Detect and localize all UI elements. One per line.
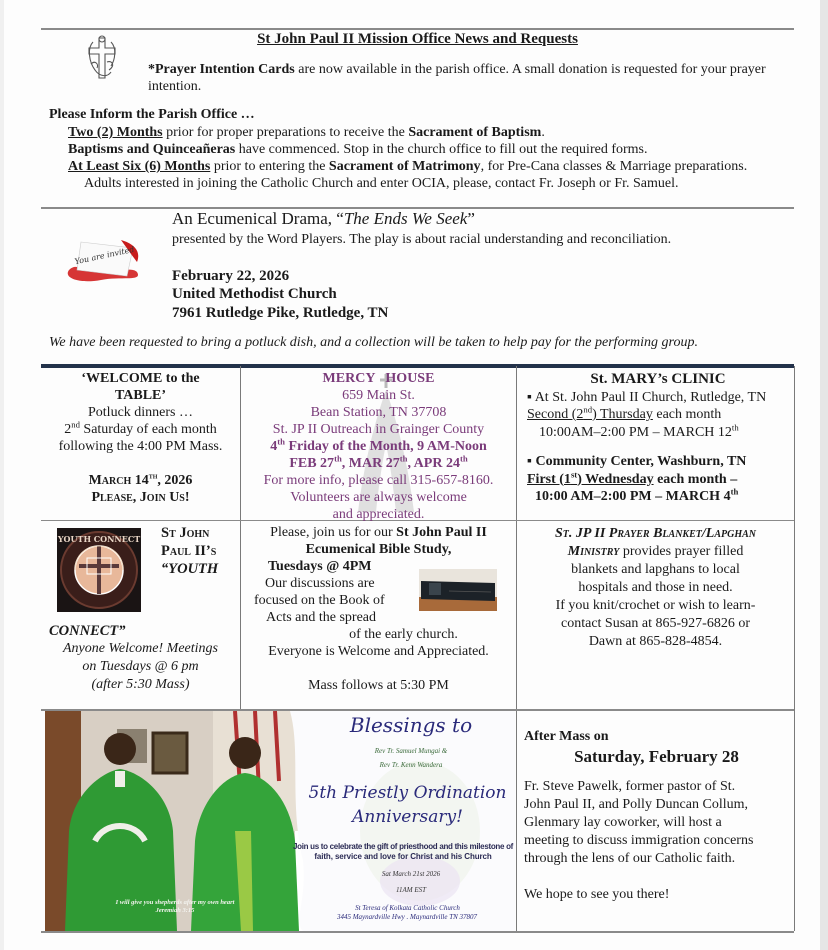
welcome-join: Please, Join Us!	[91, 490, 190, 505]
after-mass-cell	[524, 728, 789, 904]
welcome-title-1: ‘WELCOME to the	[81, 371, 200, 386]
baptism-text: prior for proper preparations to receive the	[162, 125, 409, 140]
welcome-date	[41, 472, 240, 489]
celebration-text-2: faith, service and love for Christ and his Church	[314, 852, 492, 861]
mercy-date	[348, 453, 414, 471]
ministry-text: provides prayer filled	[619, 544, 744, 559]
after-mass-body-1: Fr. Steve Pawelk, former pastor of St.	[524, 779, 736, 794]
st-marys-clinic-cell	[527, 371, 789, 506]
youth-connect-logo	[57, 528, 141, 612]
schedule-text: First (1	[527, 471, 571, 487]
ordinal: 2	[64, 422, 72, 437]
mission-office-title: St John Paul II Mission Office News and Requests	[257, 31, 578, 47]
two-months-label: Two (2) Months	[68, 125, 163, 140]
date-suffix: th	[730, 486, 739, 497]
after-mass-body-2: John Paul II, and Polly Duncan Collum,	[524, 797, 748, 812]
date-year: , 2026	[157, 473, 193, 488]
date-suffix: th	[459, 453, 468, 464]
date-text: March 14	[88, 473, 149, 488]
date-suffix: th	[148, 470, 158, 481]
punct: .	[541, 125, 545, 140]
ordinal-suffix: st	[570, 468, 578, 479]
after-mass-body-5: through the lens of our Catholic faith.	[524, 851, 736, 866]
bible-study-line-5: focused on the Book of	[254, 593, 385, 608]
drama-title-prefix: An Ecumenical Drama, “	[172, 209, 344, 228]
blessings-heading: Blessings to	[349, 713, 473, 737]
after-mass-body-3: Glenmary lay coworker, will host a	[524, 815, 722, 830]
date-text: FEB 27	[289, 456, 335, 471]
blanket-ministry-line-4: If you knit/crochet or wish to learn-	[555, 598, 756, 613]
ordinal-suffix: nd	[71, 419, 80, 430]
clinic-time-2	[527, 488, 789, 506]
quinceanera-label: Baptisms and Quinceañeras	[68, 142, 236, 157]
quinceanera-text: have commenced. Stop in the church office to fill out the required forms.	[235, 142, 648, 157]
invite-card-text: You are invited	[73, 244, 136, 267]
bible-study-mass-time: Mass follows at 5:30 PM	[308, 678, 449, 693]
priest-name-2: Rev Tr. Kenn Wandera	[379, 761, 443, 769]
bible-study-line-7: of the early church.	[349, 627, 458, 642]
youth-heading-4: CONNECT”	[49, 623, 126, 639]
mercy-house-dates	[241, 455, 516, 472]
celebration-text-1: Join us to celebrate the gift of priesthood and this milestone of	[292, 842, 514, 851]
grid-bottom-rule	[41, 931, 794, 933]
drama-title	[172, 209, 475, 229]
divider	[41, 28, 794, 30]
blanket-ministry-line-2: blankets and lapghans to local	[571, 562, 740, 577]
bible-study-line-6: Acts and the spread	[266, 610, 377, 625]
ordinal: 4	[270, 439, 278, 454]
clinic-time-1	[527, 421, 789, 442]
drama-date: February 22, 2026	[172, 268, 290, 284]
youth-line-2: on Tuesdays @ 6 pm	[82, 659, 199, 674]
ordination-address: 3445 Maynardville Hwy . Maynardville TN 37807	[336, 913, 478, 921]
date-suffix: th	[731, 421, 739, 432]
bible-study-time: Tuesdays @ 4PM	[268, 559, 372, 574]
youth-line-3: (after 5:30 Mass)	[91, 677, 190, 692]
welcome-schedule	[41, 421, 240, 438]
ordination-church: St Teresa of Kolkata Catholic Church	[355, 904, 460, 912]
ordination-headline: 5th Priestly Ordination	[308, 783, 507, 803]
clinic-location-1: ▪ At St. John Paul II Church, Rutledge, TN	[527, 389, 767, 405]
ordination-time: 11AM EST	[395, 886, 426, 894]
date-sep: ,	[407, 456, 414, 471]
baptism-sacrament: Sacrament of Baptism	[408, 125, 542, 140]
prayer-cards-label: *Prayer Intention Cards	[148, 62, 295, 77]
after-mass-closing: We hope to see you there!	[524, 887, 670, 902]
ordinal-suffix: th	[277, 436, 285, 447]
welcome-following-mass: following the 4:00 PM Mass.	[58, 439, 223, 454]
prayer-cards-text: are now available in the parish office. A small donation is requested for your prayer intention.	[148, 62, 766, 94]
youth-logo-text: YOUTH CONNECT	[57, 534, 141, 544]
blanket-ministry-contact-susan: contact Susan at 865-927-6826 or	[561, 616, 750, 631]
youth-heading-2: Paul II’s	[161, 543, 217, 559]
drama-title-suffix: ”	[467, 209, 475, 228]
ordination-anniversary-flyer	[45, 711, 515, 931]
schedule-text: Friday of the Month, 9 AM-Noon	[284, 439, 487, 454]
drama-address: 7961 Rutledge Pike, Rutledge, TN	[172, 305, 389, 321]
mercy-house-city: Bean Station, TN 37708	[310, 405, 447, 420]
date-text: APR 24	[413, 456, 460, 471]
grid-top-rule	[41, 364, 794, 368]
mercy-house-schedule	[241, 438, 516, 455]
date-suffix: th	[334, 453, 342, 464]
potluck-note: We have been requested to bring a potluck dish, and a collection will be taken to help pay for the performing group.	[49, 335, 698, 350]
mercy-house-title: MERCY HOUSE	[322, 371, 435, 386]
scrollbar[interactable]	[820, 0, 828, 950]
scripture-quote: I will give you shepherds after my own heart	[115, 899, 235, 906]
welcome-potluck: Potluck dinners …	[88, 405, 193, 420]
ocia-notice: Adults interested in joining the Catholic Church and enter OCIA, please, contact Fr. Joseph or Fr. Samuel.	[84, 176, 679, 191]
mercy-date	[413, 453, 468, 471]
grid-edge-right	[794, 366, 795, 931]
bible-study-invite	[241, 524, 516, 541]
youth-heading-1: St John	[161, 525, 210, 541]
bible-study-welcome: Everyone is Welcome and Appreciated.	[268, 644, 489, 659]
parish-name: St John Paul II	[396, 525, 487, 540]
time-text: 10:00AM–2:00 PM – MARCH 12	[539, 424, 732, 440]
mercy-house-volunteers-2: and appreciated.	[332, 507, 425, 522]
youth-heading-3: “YOUTH	[161, 561, 219, 577]
date-sep: ,	[341, 456, 349, 471]
invitation-ribbon-icon	[61, 236, 151, 286]
ornate-cross-icon	[85, 34, 119, 82]
ordination-date: Sat March 21st 2026	[381, 870, 441, 878]
quinceanera-notice	[68, 142, 647, 158]
schedule-day: ) Thursday	[592, 407, 653, 422]
clinic-title: St. MARY’s CLINIC	[590, 371, 726, 387]
clinic-schedule-1	[527, 406, 789, 424]
clinic-location-2: ▪ Community Center, Washburn, TN	[527, 454, 747, 469]
after-mass-body-4: meeting to discuss immigration concerns	[524, 833, 754, 848]
time-text: 10:00 AM–2:00 PM – MARCH 4	[535, 489, 731, 504]
schedule-text: Saturday of each month	[79, 422, 217, 437]
scripture-reference: Jeremiah 3:15	[155, 907, 195, 914]
drama-name: The Ends We Seek	[343, 209, 468, 228]
mercy-house-cell	[241, 370, 516, 523]
invite-text: Please, join us for our	[270, 525, 397, 540]
ordinal-suffix: nd	[583, 404, 593, 415]
priest-name-1: Rev Tr. Samuel Mungai &	[374, 747, 448, 755]
mercy-house-street: 659 Main St.	[342, 388, 415, 403]
mercy-date	[289, 453, 349, 471]
matrimony-notice	[68, 159, 747, 175]
blanket-ministry-line-1	[517, 543, 794, 561]
matrimony-text: prior to entering the	[210, 159, 329, 174]
drama-venue: United Methodist Church	[172, 286, 337, 302]
drama-description: presented by the Word Players. The play is about racial understanding and reconciliation.	[172, 232, 672, 247]
clinic-schedule-2	[527, 468, 789, 489]
six-months-label: At Least Six (6) Months	[68, 159, 211, 174]
date-text: MAR 27	[348, 456, 400, 471]
schedule-rest: each month –	[653, 471, 738, 487]
page-edge-left	[0, 0, 4, 950]
mercy-house-phone: For more info, please call 315-657-8160.	[263, 473, 494, 488]
youth-connect-cell	[41, 622, 240, 694]
ministry-label: Ministry	[567, 544, 620, 559]
inform-heading: Please Inform the Parish Office …	[49, 107, 255, 122]
matrimony-text-end: , for Pre-Cana classes & Marriage preparations.	[480, 159, 748, 174]
matrimony-sacrament: Sacrament of Matrimony	[328, 159, 481, 174]
blanket-ministry-line-3: hospitals and those in need.	[578, 580, 733, 595]
anniversary-headline: Anniversary!	[352, 807, 463, 827]
bible-study-line-4: Our discussions are	[265, 576, 375, 591]
youth-heading	[161, 524, 241, 578]
date-suffix: th	[399, 453, 408, 464]
blanket-ministry-title: St. JP II Prayer Blanket/Lapghan	[554, 526, 756, 541]
prayer-cards-notice	[148, 61, 768, 95]
schedule-day: ) Wednesday	[577, 471, 654, 487]
bible-book-image	[419, 569, 497, 611]
blanket-ministry-cell	[517, 525, 794, 651]
after-mass-lead: After Mass on	[524, 729, 609, 744]
mercy-house-outreach: St. JP II Outreach in Grainger County	[272, 422, 485, 437]
baptism-notice	[68, 125, 545, 141]
mercy-house-volunteers: Volunteers are always welcome	[290, 490, 467, 505]
youth-line-1: Anyone Welcome! Meetings	[63, 641, 218, 656]
blanket-ministry-contact-dawn: Dawn at 865-828-4854.	[588, 634, 723, 649]
bible-study-name: Ecumenical Bible Study,	[305, 542, 452, 557]
welcome-title-2: TABLE’	[114, 388, 167, 403]
after-mass-date: Saturday, February 28	[574, 747, 739, 766]
schedule-text: Second (2	[527, 407, 584, 422]
schedule-rest: each month	[652, 407, 722, 422]
welcome-table-cell	[41, 370, 240, 506]
